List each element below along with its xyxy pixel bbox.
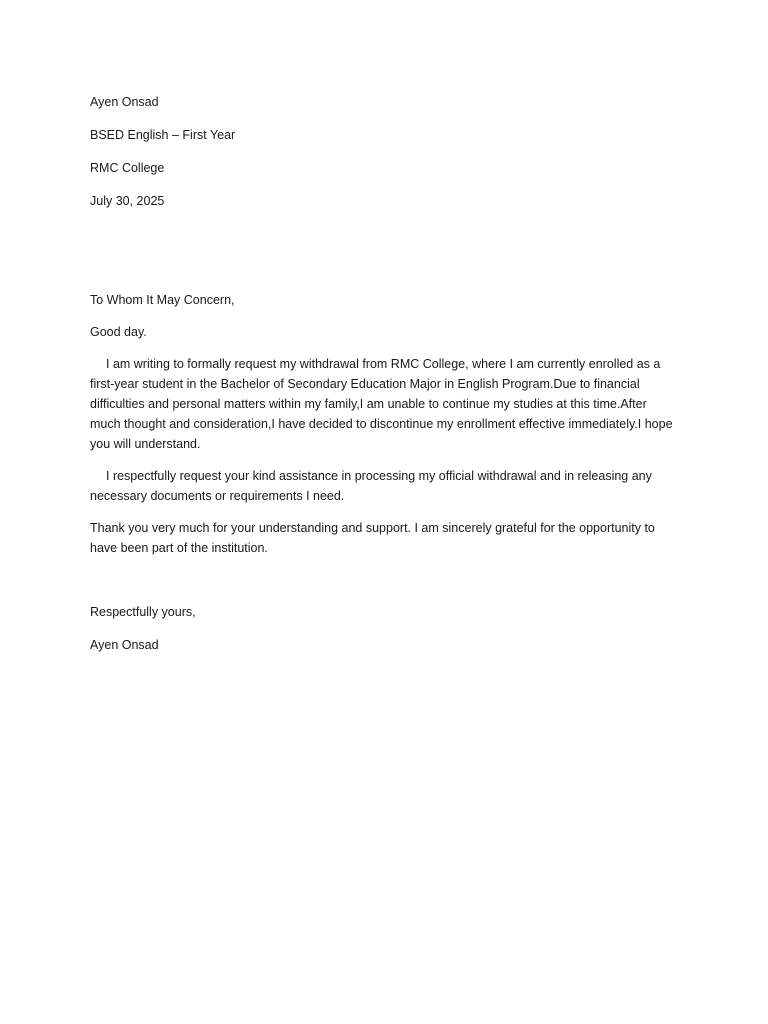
body-paragraph-1: I am writing to formally request my withdrawal from RMC College, where I am currently enrolled as a first-year student in the Bachelor of Secondary Education Major in English Program.Due to financial difficulties and personal matters within my family,I am unable to continue my studies at this time.After much thought and consideration,I have decided to discontinue my enrollment effective immediately.I hope you will understand. (90, 357, 673, 451)
sender-program: BSED English – First Year (90, 128, 236, 142)
body-paragraph-2: I respectfully request your kind assistance in processing my official withdrawal and in releasing any necessary documents or requirements I need. (90, 469, 652, 503)
letter-date: July 30, 2025 (90, 194, 165, 208)
sender-school: RMC College (90, 161, 165, 175)
letter-body (90, 92, 680, 668)
closing-block (90, 602, 680, 655)
sender-name: Ayen Onsad (90, 95, 159, 109)
signature-name: Ayen Onsad (90, 638, 159, 652)
greeting: Good day. (90, 325, 147, 339)
body-paragraph-3: Thank you very much for your understanding and support. I am sincerely grateful for the opportunity to have been part of the institution. (90, 521, 655, 555)
salutation: To Whom It May Concern, (90, 293, 235, 307)
closing-phrase: Respectfully yours, (90, 605, 196, 619)
